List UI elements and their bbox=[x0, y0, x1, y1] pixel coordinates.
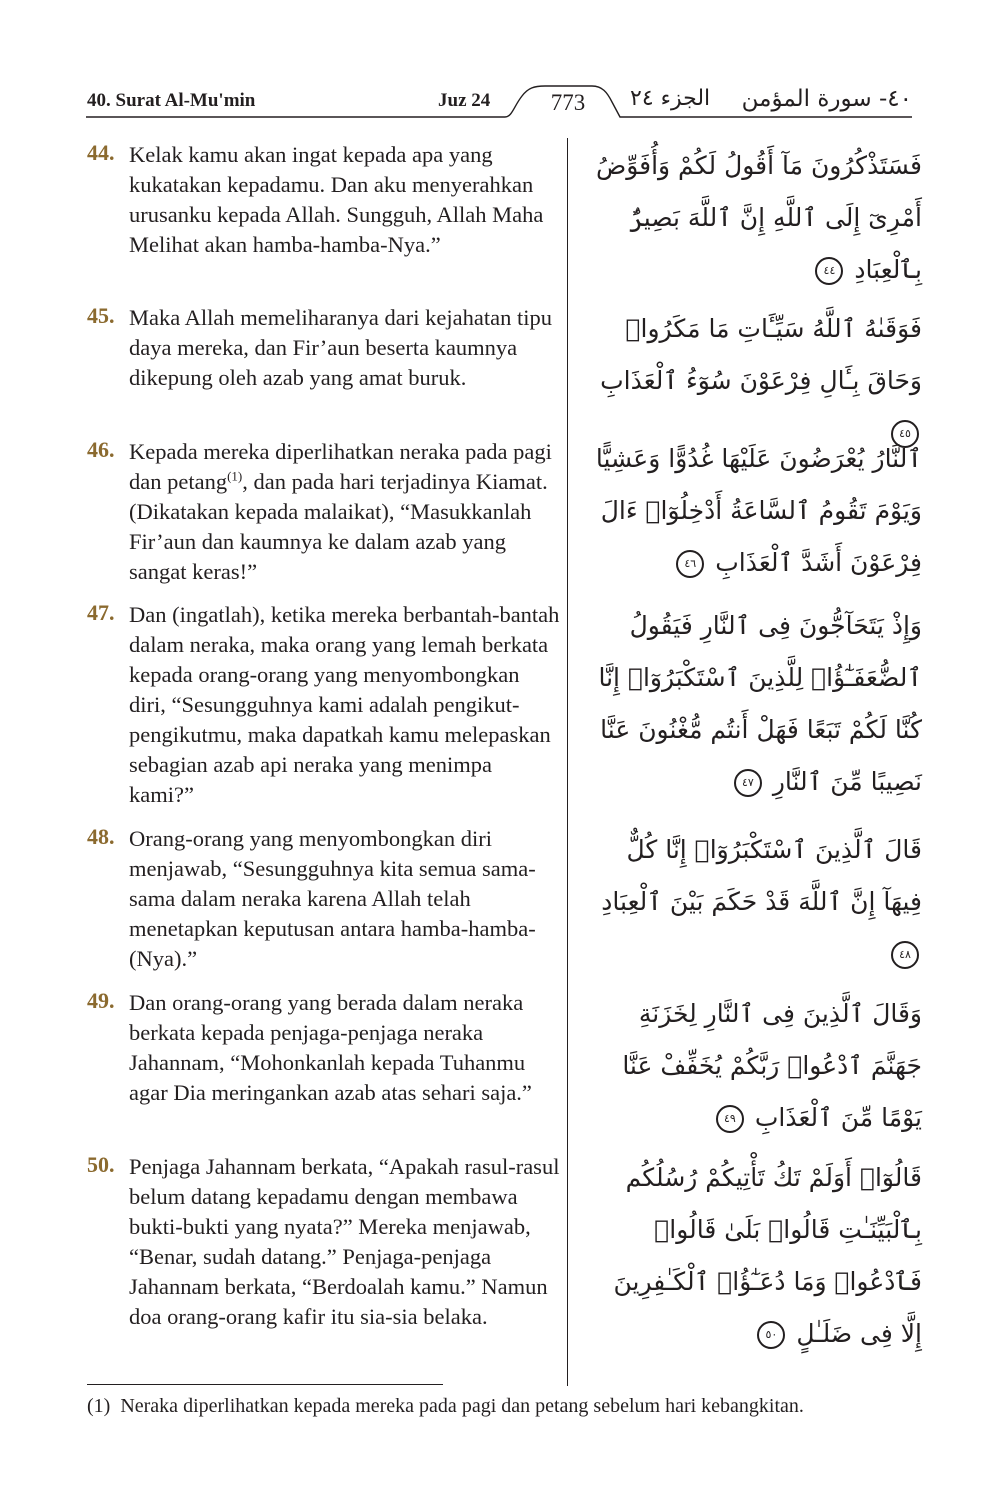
verse-translation: Orang-orang yang menyombongkan diri menjawab, “Sesungguhnya kita semua sama-sama dalam neraka karena Allah telah menetapkan keputusan antara hamba-hamba-(Nya).” bbox=[129, 826, 536, 971]
arabic-text: ٱلنَّارُ يُعْرَضُونَ عَلَيْهَا غُدُوًّا وَعَشِيًّا وَيَوْمَ تَقُومُ ٱلسَّاعَةُ أَدْخِلُوٓا۟ ءَالَ فِرْعَوْنَ أَشَدَّ ٱلْعَذَابِ bbox=[595, 444, 922, 577]
verse-arabic bbox=[592, 600, 922, 808]
verse-arabic bbox=[592, 1152, 922, 1360]
verse-arabic bbox=[592, 988, 922, 1144]
verse-arabic bbox=[592, 433, 922, 589]
verse-translation bbox=[129, 437, 561, 587]
footnote-divider bbox=[87, 1384, 443, 1385]
verse-arabic bbox=[592, 824, 922, 980]
arabic-text: قَالَ ٱلَّذِينَ ٱسْتَكْبَرُوٓا۟ إِنَّا كُلٌّ فِيهَآ إِنَّ ٱللَّهَ قَدْ حَكَمَ بَيْنَ ٱلْعِبَادِ bbox=[601, 835, 922, 916]
verse-number: 48. bbox=[87, 824, 115, 849]
surah-title-latin: 40. Surat Al-Mu'min bbox=[87, 90, 256, 111]
verse-translation: Dan (ingatlah), ketika mereka berbantah-bantah dalam neraka, maka orang yang lemah berkata kepada orang-orang yang menyombongkan diri, “Sesungguhnya kami adalah pengikut-pengikutmu, maka dapatkah kamu melepaskan sebagian azab api neraka yang menimpa kami?” bbox=[129, 602, 560, 807]
surah-title-arabic: ٤٠- سورة المؤمن bbox=[741, 86, 912, 112]
ayah-number-icon: ٤٥ bbox=[891, 420, 919, 448]
translation-text: Kepada mereka diperlihatkan neraka pada pagi dan petang bbox=[129, 439, 552, 494]
verse-number: 46. bbox=[87, 437, 115, 462]
juz-label-arabic: الجزء ٢٤ bbox=[630, 86, 711, 111]
arabic-text: فَوَقَىٰهُ ٱللَّهُ سَيِّـَٔاتِ مَا مَكَرُوا۟ وَحَاقَ بِـَٔالِ فِرْعَوْنَ سُوٓءُ ٱلْعَذَابِ bbox=[600, 314, 922, 395]
verse-arabic bbox=[592, 140, 922, 296]
page-number: 773 bbox=[550, 90, 586, 115]
ayah-number-icon: ٤٦ bbox=[676, 550, 704, 578]
verse-number: 50. bbox=[87, 1152, 115, 1177]
ayah-number-icon: ٤٩ bbox=[716, 1105, 744, 1133]
verse-number: 44. bbox=[87, 140, 115, 165]
verse-translation: Penjaga Jahannam berkata, “Apakah rasul-rasul belum datang kepadamu dengan membawa bukti-bukti yang nyata?” Mereka menjawab, “Benar, sudah datang.” Penjaga-penjaga Jahannam berkata, “Berdoalah kamu.” Namun doa orang-orang kafir itu sia-sia belaka. bbox=[129, 1154, 560, 1329]
verse-translation: Maka Allah memeliharanya dari kejahatan tipu daya mereka, dan Fir’aun beserta kaumnya dikepung oleh azab yang amat buruk. bbox=[129, 305, 552, 390]
column-divider bbox=[567, 138, 568, 1386]
ayah-number-icon: ٥٠ bbox=[757, 1321, 785, 1349]
ayah-number-icon: ٤٨ bbox=[891, 941, 919, 969]
arabic-text: فَسَتَذْكُرُونَ مَآ أَقُولُ لَكُمْ وَأُفَوِّضُ أَمْرِىٓ إِلَى ٱللَّهِ إِنَّ ٱللَّهَ بَصِيرٌۢ بِٱلْعِبَادِ bbox=[596, 151, 922, 284]
verse-translation: Kelak kamu akan ingat kepada apa yang kukatakan kepadamu. Dan aku menyerahkan urusanku kepada Allah. Sungguh, Allah Maha Melihat akan hamba-hamba-Nya.” bbox=[129, 142, 544, 257]
translation-text: , dan pada hari terjadinya Kiamat. (Dikatakan kepada malaikat), “Masukkanlah Fir’aun dan kaumnya ke dalam azab yang sangat keras!” bbox=[129, 469, 548, 584]
verse-number: 49. bbox=[87, 988, 115, 1013]
verse-number: 45. bbox=[87, 303, 115, 328]
arabic-text: وَقَالَ ٱلَّذِينَ فِى ٱلنَّارِ لِخَزَنَةِ جَهَنَّمَ ٱدْعُوا۟ رَبَّكُمْ يُخَفِّفْ عَنَّا يَوْمًا مِّنَ ٱلْعَذَابِ bbox=[622, 999, 922, 1132]
juz-label: Juz 24 bbox=[438, 90, 491, 111]
footnote-text: Neraka diperlihatkan kepada mereka pada pagi dan petang sebelum hari kebangkitan. bbox=[120, 1395, 804, 1417]
arabic-text: وَإِذْ يَتَحَآجُّونَ فِى ٱلنَّارِ فَيَقُولُ ٱلضُّعَفَـٰٓؤُا۟ لِلَّذِينَ ٱسْتَكْبَرُوٓا۟ إِنَّا كُنَّا لَكُمْ تَبَعًا فَهَلْ أَنتُم مُّغْنُونَ عَنَّا نَصِيبًا مِّنَ ٱلنَّارِ bbox=[598, 611, 922, 796]
verse-translation: Dan orang-orang yang berada dalam neraka berkata kepada penjaga-penjaga neraka Jahannam, “Mohonkanlah kepada Tuhanmu agar Dia meringankan azab atas sehari saja.” bbox=[129, 990, 532, 1105]
header-rule bbox=[0, 0, 1000, 140]
footnote-marker: (1) bbox=[87, 1395, 111, 1417]
arabic-text: قَالُوٓا۟ أَوَلَمْ تَكُ تَأْتِيكُمْ رُسُلُكُم بِٱلْبَيِّنَـٰتِ قَالُوا۟ بَلَىٰ قَالُوا۟ فَٱدْعُوا۟ وَمَا دُعَـٰٓؤُا۟ ٱلْكَـٰفِرِينَ إِلَّا فِى ضَلَـٰلٍ bbox=[613, 1163, 922, 1348]
footnote-ref[interactable]: (1) bbox=[227, 468, 243, 484]
ayah-number-icon: ٤٤ bbox=[815, 257, 843, 285]
footnote bbox=[87, 1395, 804, 1418]
verse-number: 47. bbox=[87, 600, 115, 625]
ayah-number-icon: ٤٧ bbox=[734, 769, 762, 797]
